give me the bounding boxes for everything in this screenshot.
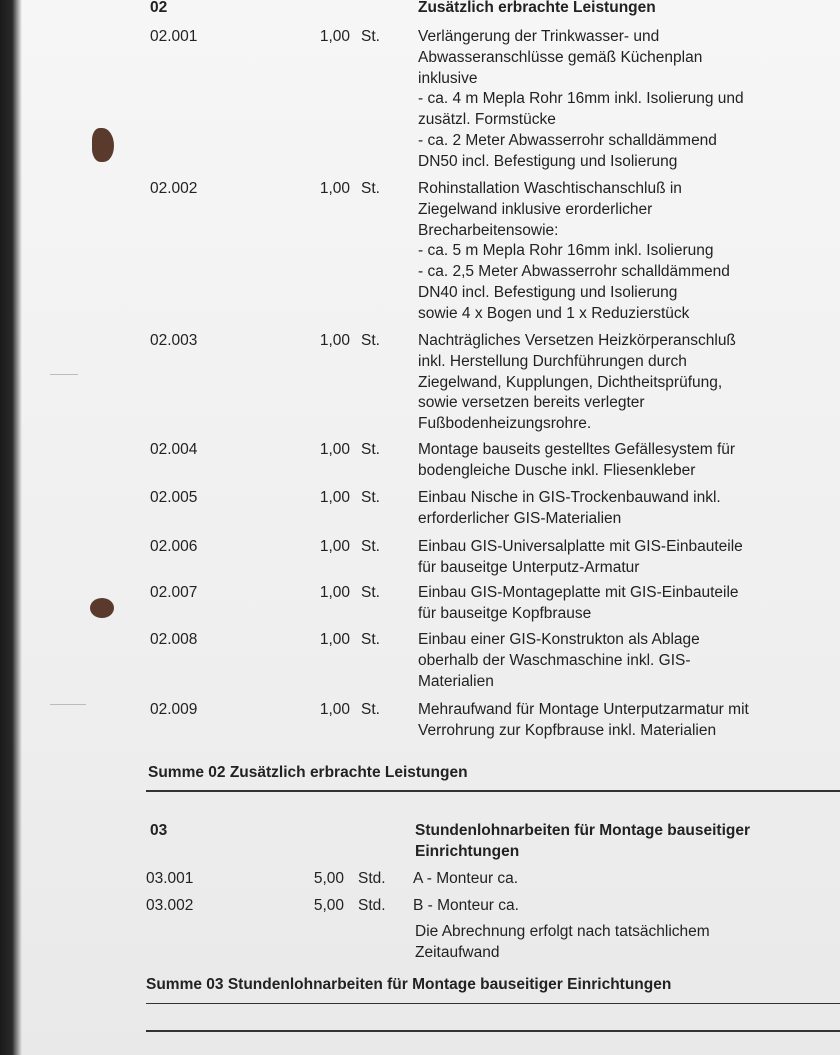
item-unit: St. — [361, 701, 380, 718]
item-position: 02.009 — [150, 701, 198, 718]
description-line: - ca. 2,5 Meter Abwasserrohr schalldämmend — [418, 263, 730, 281]
description-line: inkl. Herstellung Durchführungen durch — [418, 352, 687, 370]
item-description — [418, 179, 818, 325]
item-description — [413, 869, 813, 890]
description-line: sowie 4 x Bogen und 1 x Reduzierstück — [418, 304, 690, 322]
item-position: 03.001 — [146, 870, 194, 887]
item-unit: St. — [361, 332, 380, 349]
item-description — [418, 27, 818, 173]
item-position: 02.002 — [150, 180, 198, 197]
description-line: - ca. 5 m Mepla Rohr 16mm inkl. Isolierung — [418, 242, 714, 260]
description-line: Ziegelwand, Kupplungen, Dichtheitsprüfung, — [418, 373, 723, 391]
divider-line — [146, 1030, 840, 1032]
description-line: sowie versetzen bereits verlegter — [418, 394, 645, 412]
item-description — [413, 896, 813, 917]
item-quantity: 1,00 — [319, 584, 350, 601]
description-line: Montage bauseits gestelltes Gefällesystem für — [418, 441, 736, 458]
description-line: Einbau GIS-Universalplatte mit GIS-Einbauteile — [418, 538, 743, 555]
item-quantity: 1,00 — [319, 28, 350, 45]
item-position: 02.005 — [150, 489, 198, 506]
description-line: erforderlicher GIS-Materialien — [418, 509, 622, 527]
description-line: Fußbodenheizungsrohre. — [418, 415, 592, 433]
description-line: oberhalb der Waschmaschine inkl. GIS- — [418, 651, 691, 669]
item-description — [418, 331, 818, 435]
item-quantity: 1,00 — [319, 332, 350, 349]
edge-mark — [50, 374, 78, 375]
item-unit: St. — [361, 28, 380, 45]
item-quantity: 1,00 — [319, 489, 350, 506]
item-position: 02.006 — [150, 538, 198, 555]
note-line: Die Abrechnung erfolgt nach tatsächlichem — [415, 923, 710, 940]
section-summary: Summe 02 Zusätzlich erbrachte Leistungen — [148, 764, 468, 781]
description-line: inklusive — [418, 69, 478, 87]
description-line: Nachträgliches Versetzen Heizkörperanschluß — [418, 332, 736, 349]
item-unit: St. — [361, 631, 380, 648]
description-line: Ziegelwand inklusive erorderlicher — [418, 200, 653, 218]
description-line: zusätzl. Formstücke — [418, 111, 556, 129]
item-description — [418, 700, 818, 742]
item-unit: St. — [361, 489, 380, 506]
section-title: Zusätzlich erbrachte Leistungen — [418, 0, 656, 16]
description-line: Einbau GIS-Montageplatte mit GIS-Einbauteile — [418, 584, 739, 601]
section-number: 02 — [150, 0, 168, 16]
item-quantity: 5,00 — [313, 870, 344, 887]
item-description — [418, 537, 818, 579]
item-unit: St. — [361, 441, 380, 458]
item-description — [418, 630, 818, 692]
item-description — [418, 488, 818, 530]
description-line: Mehraufwand für Montage Unterputzarmatur mit — [418, 701, 749, 718]
item-description — [418, 440, 818, 482]
description-line: Rohinstallation Waschtischanschluß in — [418, 180, 682, 197]
section-title-line: Stundenlohnarbeiten für Montage bauseitiger — [415, 822, 750, 839]
item-quantity: 1,00 — [319, 180, 350, 197]
description-line: - ca. 2 Meter Abwasserrohr schalldämmend — [418, 131, 717, 149]
item-quantity: 5,00 — [313, 897, 344, 914]
item-position: 02.008 — [150, 631, 198, 648]
description-line: Verrohrung zur Kopfbrause inkl. Materialien — [418, 721, 717, 739]
divider-line — [146, 1003, 840, 1004]
description-line: - ca. 4 m Mepla Rohr 16mm inkl. Isolierung und — [418, 90, 744, 108]
description-line: für bauseitge Kopfbrause — [418, 604, 592, 622]
item-position: 02.003 — [150, 332, 198, 349]
punch-hole-mark — [90, 598, 114, 618]
item-position: 03.002 — [146, 897, 194, 914]
edge-mark — [50, 704, 86, 705]
description-line: Materialien — [418, 672, 494, 690]
description-line: B - Monteur ca. — [413, 897, 519, 914]
description-line: Verlängerung der Trinkwasser- und — [418, 28, 660, 45]
section-summary: Summe 03 Stundenlohnarbeiten für Montage bauseitiger Einrichtungen — [146, 976, 672, 993]
item-position: 02.001 — [150, 28, 198, 45]
item-position: 02.004 — [150, 441, 198, 458]
punch-hole-mark — [92, 128, 114, 162]
description-line: Einbau Nische in GIS-Trockenbauwand inkl. — [418, 489, 721, 506]
item-position: 02.007 — [150, 584, 198, 601]
divider-line — [146, 790, 840, 792]
billing-note — [415, 922, 815, 964]
section-title-line: Einrichtungen — [415, 842, 520, 860]
page-edge-shadow — [0, 0, 22, 1055]
description-line: DN40 incl. Befestigung und Isolierung — [418, 283, 678, 301]
description-line: Abwasseranschlüsse gemäß Küchenplan — [418, 48, 703, 66]
note-line: Zeitaufwand — [415, 943, 500, 961]
item-quantity: 1,00 — [319, 441, 350, 458]
item-unit: Std. — [358, 870, 386, 887]
item-quantity: 1,00 — [319, 701, 350, 718]
item-quantity: 1,00 — [319, 631, 350, 648]
section-title — [415, 821, 815, 863]
item-unit: St. — [361, 180, 380, 197]
description-line: Brecharbeitensowie: — [418, 221, 559, 239]
description-line: für bauseitge Unterputz-Armatur — [418, 558, 640, 576]
description-line: A - Monteur ca. — [413, 870, 519, 887]
item-unit: St. — [361, 584, 380, 601]
description-line: Einbau einer GIS-Konstrukton als Ablage — [418, 631, 700, 648]
item-description — [418, 583, 818, 625]
description-line: DN50 incl. Befestigung und Isolierung — [418, 152, 678, 170]
item-unit: St. — [361, 538, 380, 555]
description-line: bodengleiche Dusche inkl. Fliesenkleber — [418, 461, 696, 479]
item-quantity: 1,00 — [319, 538, 350, 555]
section-number: 03 — [150, 822, 168, 839]
item-unit: Std. — [358, 897, 386, 914]
